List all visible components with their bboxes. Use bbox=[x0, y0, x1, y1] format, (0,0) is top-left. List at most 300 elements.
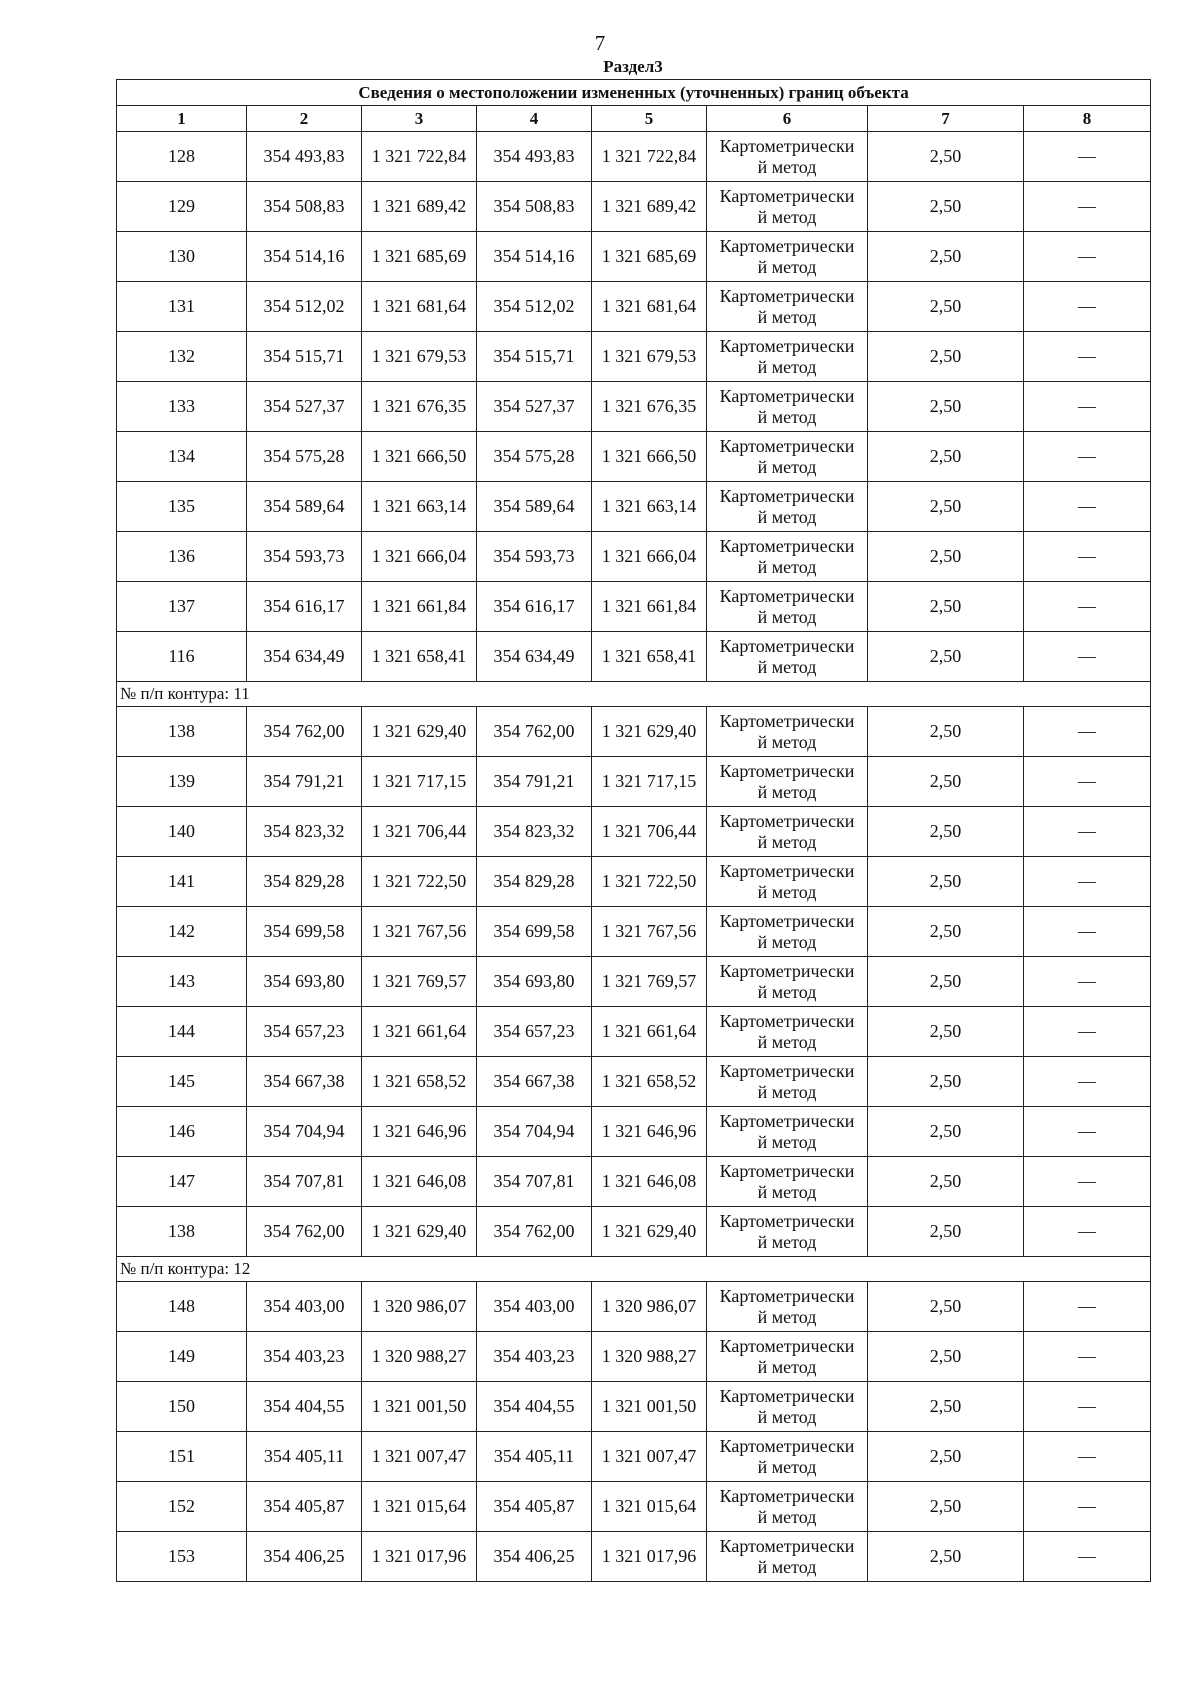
table-row bbox=[117, 1432, 1151, 1482]
y-coordinate-new: 1 321 685,69 bbox=[592, 232, 707, 282]
method-line: Картометрически bbox=[719, 910, 855, 931]
x-coordinate-old: 354 405,11 bbox=[247, 1432, 362, 1482]
x-coordinate-old: 354 707,81 bbox=[247, 1157, 362, 1207]
y-coordinate-old: 1 321 663,14 bbox=[362, 482, 477, 532]
method-line: й метод bbox=[757, 1506, 817, 1527]
dash-cell: — bbox=[1024, 1057, 1151, 1107]
method-cell bbox=[707, 1007, 868, 1057]
method-line: Картометрически bbox=[719, 1435, 855, 1456]
x-coordinate-old: 354 527,37 bbox=[247, 382, 362, 432]
method-line: й метод bbox=[757, 1181, 817, 1202]
x-coordinate-new: 354 693,80 bbox=[477, 957, 592, 1007]
x-coordinate-old: 354 515,71 bbox=[247, 332, 362, 382]
table-row bbox=[117, 857, 1151, 907]
x-coordinate-old: 354 791,21 bbox=[247, 757, 362, 807]
x-coordinate-old: 354 575,28 bbox=[247, 432, 362, 482]
point-number: 153 bbox=[117, 1532, 247, 1582]
point-number: 128 bbox=[117, 132, 247, 182]
table-row bbox=[117, 132, 1151, 182]
dash-cell: — bbox=[1024, 1207, 1151, 1257]
method-cell bbox=[707, 482, 868, 532]
method-line: Картометрически bbox=[719, 285, 855, 306]
y-coordinate-old: 1 321 676,35 bbox=[362, 382, 477, 432]
dash-cell: — bbox=[1024, 1107, 1151, 1157]
dash-cell: — bbox=[1024, 1432, 1151, 1482]
x-coordinate-new: 354 829,28 bbox=[477, 857, 592, 907]
method-line: й метод bbox=[757, 881, 817, 902]
x-coordinate-old: 354 693,80 bbox=[247, 957, 362, 1007]
point-number: 130 bbox=[117, 232, 247, 282]
accuracy-value: 2,50 bbox=[868, 1432, 1024, 1482]
method-line: Картометрически bbox=[719, 860, 855, 881]
y-coordinate-old: 1 321 629,40 bbox=[362, 1207, 477, 1257]
table-row bbox=[117, 1057, 1151, 1107]
table-row bbox=[117, 582, 1151, 632]
method-cell bbox=[707, 1532, 868, 1582]
y-coordinate-old: 1 321 015,64 bbox=[362, 1482, 477, 1532]
x-coordinate-new: 354 593,73 bbox=[477, 532, 592, 582]
x-coordinate-new: 354 404,55 bbox=[477, 1382, 592, 1432]
y-coordinate-old: 1 321 661,64 bbox=[362, 1007, 477, 1057]
method-line: Картометрически bbox=[719, 535, 855, 556]
x-coordinate-old: 354 657,23 bbox=[247, 1007, 362, 1057]
y-coordinate-new: 1 321 666,04 bbox=[592, 532, 707, 582]
method-line: Картометрически bbox=[719, 435, 855, 456]
accuracy-value: 2,50 bbox=[868, 1482, 1024, 1532]
method-cell bbox=[707, 1382, 868, 1432]
y-coordinate-new: 1 321 007,47 bbox=[592, 1432, 707, 1482]
y-coordinate-old: 1 321 722,50 bbox=[362, 857, 477, 907]
x-coordinate-old: 354 762,00 bbox=[247, 1207, 362, 1257]
method-line: й метод bbox=[757, 1556, 817, 1577]
x-coordinate-new: 354 791,21 bbox=[477, 757, 592, 807]
contour-row bbox=[117, 1257, 1151, 1282]
dash-cell: — bbox=[1024, 757, 1151, 807]
method-line: Картометрически bbox=[719, 1060, 855, 1081]
x-coordinate-old: 354 829,28 bbox=[247, 857, 362, 907]
table-row bbox=[117, 432, 1151, 482]
x-coordinate-old: 354 403,23 bbox=[247, 1332, 362, 1382]
table-row bbox=[117, 1207, 1151, 1257]
table-row bbox=[117, 1157, 1151, 1207]
method-line: Картометрически bbox=[719, 760, 855, 781]
x-coordinate-old: 354 634,49 bbox=[247, 632, 362, 682]
method-line: й метод bbox=[757, 1131, 817, 1152]
method-line: й метод bbox=[757, 656, 817, 677]
dash-cell: — bbox=[1024, 857, 1151, 907]
point-number: 151 bbox=[117, 1432, 247, 1482]
y-coordinate-new: 1 321 706,44 bbox=[592, 807, 707, 857]
x-coordinate-new: 354 405,11 bbox=[477, 1432, 592, 1482]
accuracy-value: 2,50 bbox=[868, 1057, 1024, 1107]
y-coordinate-new: 1 321 681,64 bbox=[592, 282, 707, 332]
method-line: й метод bbox=[757, 1231, 817, 1252]
point-number: 148 bbox=[117, 1282, 247, 1332]
coordinates-table bbox=[116, 79, 1151, 1582]
method-cell bbox=[707, 1482, 868, 1532]
dash-cell: — bbox=[1024, 1382, 1151, 1432]
method-line: Картометрически bbox=[719, 1010, 855, 1031]
point-number: 129 bbox=[117, 182, 247, 232]
method-cell bbox=[707, 757, 868, 807]
table-row bbox=[117, 1007, 1151, 1057]
table-body bbox=[117, 80, 1151, 1582]
y-coordinate-new: 1 321 679,53 bbox=[592, 332, 707, 382]
y-coordinate-old: 1 321 722,84 bbox=[362, 132, 477, 182]
x-coordinate-new: 354 762,00 bbox=[477, 707, 592, 757]
method-line: Картометрически bbox=[719, 810, 855, 831]
x-coordinate-old: 354 493,83 bbox=[247, 132, 362, 182]
method-cell bbox=[707, 182, 868, 232]
y-coordinate-old: 1 321 767,56 bbox=[362, 907, 477, 957]
method-line: Картометрически bbox=[719, 1285, 855, 1306]
point-number: 138 bbox=[117, 1207, 247, 1257]
method-line: Картометрически bbox=[719, 1485, 855, 1506]
method-cell bbox=[707, 807, 868, 857]
accuracy-value: 2,50 bbox=[868, 707, 1024, 757]
y-coordinate-new: 1 321 015,64 bbox=[592, 1482, 707, 1532]
point-number: 138 bbox=[117, 707, 247, 757]
method-line: й метод bbox=[757, 356, 817, 377]
x-coordinate-new: 354 405,87 bbox=[477, 1482, 592, 1532]
y-coordinate-new: 1 321 767,56 bbox=[592, 907, 707, 957]
y-coordinate-new: 1 321 661,84 bbox=[592, 582, 707, 632]
x-coordinate-new: 354 514,16 bbox=[477, 232, 592, 282]
dash-cell: — bbox=[1024, 1332, 1151, 1382]
x-coordinate-new: 354 403,00 bbox=[477, 1282, 592, 1332]
y-coordinate-new: 1 321 663,14 bbox=[592, 482, 707, 532]
y-coordinate-old: 1 320 988,27 bbox=[362, 1332, 477, 1382]
x-coordinate-new: 354 762,00 bbox=[477, 1207, 592, 1257]
method-line: й метод bbox=[757, 156, 817, 177]
accuracy-value: 2,50 bbox=[868, 232, 1024, 282]
y-coordinate-new: 1 321 661,64 bbox=[592, 1007, 707, 1057]
y-coordinate-old: 1 321 717,15 bbox=[362, 757, 477, 807]
point-number: 136 bbox=[117, 532, 247, 582]
column-number: 8 bbox=[1024, 106, 1151, 132]
method-line: й метод bbox=[757, 306, 817, 327]
method-line: й метод bbox=[757, 456, 817, 477]
point-number: 146 bbox=[117, 1107, 247, 1157]
y-coordinate-old: 1 321 769,57 bbox=[362, 957, 477, 1007]
dash-cell: — bbox=[1024, 1157, 1151, 1207]
contour-row bbox=[117, 682, 1151, 707]
y-coordinate-new: 1 321 001,50 bbox=[592, 1382, 707, 1432]
accuracy-value: 2,50 bbox=[868, 582, 1024, 632]
table-row bbox=[117, 632, 1151, 682]
x-coordinate-old: 354 404,55 bbox=[247, 1382, 362, 1432]
y-coordinate-new: 1 321 769,57 bbox=[592, 957, 707, 1007]
accuracy-value: 2,50 bbox=[868, 182, 1024, 232]
y-coordinate-new: 1 321 722,50 bbox=[592, 857, 707, 907]
x-coordinate-new: 354 634,49 bbox=[477, 632, 592, 682]
column-number-row bbox=[117, 106, 1151, 132]
accuracy-value: 2,50 bbox=[868, 1382, 1024, 1432]
y-coordinate-new: 1 320 988,27 bbox=[592, 1332, 707, 1382]
point-number: 144 bbox=[117, 1007, 247, 1057]
method-line: Картометрически bbox=[719, 335, 855, 356]
dash-cell: — bbox=[1024, 957, 1151, 1007]
method-line: Картометрически bbox=[719, 1110, 855, 1131]
y-coordinate-new: 1 321 689,42 bbox=[592, 182, 707, 232]
y-coordinate-new: 1 321 722,84 bbox=[592, 132, 707, 182]
accuracy-value: 2,50 bbox=[868, 857, 1024, 907]
y-coordinate-old: 1 321 666,04 bbox=[362, 532, 477, 582]
table-row bbox=[117, 1382, 1151, 1432]
method-line: Картометрически bbox=[719, 235, 855, 256]
x-coordinate-new: 354 575,28 bbox=[477, 432, 592, 482]
dash-cell: — bbox=[1024, 1482, 1151, 1532]
dash-cell: — bbox=[1024, 1282, 1151, 1332]
point-number: 131 bbox=[117, 282, 247, 332]
y-coordinate-new: 1 321 629,40 bbox=[592, 707, 707, 757]
method-line: Картометрически bbox=[719, 1160, 855, 1181]
point-number: 132 bbox=[117, 332, 247, 382]
method-line: й метод bbox=[757, 981, 817, 1002]
method-line: й метод bbox=[757, 256, 817, 277]
table-row bbox=[117, 1532, 1151, 1582]
method-cell bbox=[707, 857, 868, 907]
method-line: Картометрически bbox=[719, 485, 855, 506]
point-number: 137 bbox=[117, 582, 247, 632]
point-number: 149 bbox=[117, 1332, 247, 1382]
method-line: й метод bbox=[757, 1031, 817, 1052]
x-coordinate-old: 354 403,00 bbox=[247, 1282, 362, 1332]
column-number: 1 bbox=[117, 106, 247, 132]
method-cell bbox=[707, 1057, 868, 1107]
column-number: 5 bbox=[592, 106, 707, 132]
x-coordinate-old: 354 593,73 bbox=[247, 532, 362, 582]
method-line: й метод bbox=[757, 406, 817, 427]
accuracy-value: 2,50 bbox=[868, 1332, 1024, 1382]
dash-cell: — bbox=[1024, 382, 1151, 432]
method-cell bbox=[707, 632, 868, 682]
y-coordinate-old: 1 321 001,50 bbox=[362, 1382, 477, 1432]
table-row bbox=[117, 707, 1151, 757]
table-row bbox=[117, 532, 1151, 582]
method-cell bbox=[707, 382, 868, 432]
accuracy-value: 2,50 bbox=[868, 282, 1024, 332]
x-coordinate-old: 354 406,25 bbox=[247, 1532, 362, 1582]
table-row bbox=[117, 232, 1151, 282]
column-number: 7 bbox=[868, 106, 1024, 132]
y-coordinate-old: 1 321 666,50 bbox=[362, 432, 477, 482]
dash-cell: — bbox=[1024, 182, 1151, 232]
x-coordinate-old: 354 704,94 bbox=[247, 1107, 362, 1157]
x-coordinate-old: 354 699,58 bbox=[247, 907, 362, 957]
x-coordinate-old: 354 512,02 bbox=[247, 282, 362, 332]
y-coordinate-old: 1 321 658,41 bbox=[362, 632, 477, 682]
point-number: 133 bbox=[117, 382, 247, 432]
method-cell bbox=[707, 232, 868, 282]
x-coordinate-new: 354 515,71 bbox=[477, 332, 592, 382]
method-line: Картометрически bbox=[719, 585, 855, 606]
method-cell bbox=[707, 1282, 868, 1332]
accuracy-value: 2,50 bbox=[868, 132, 1024, 182]
dash-cell: — bbox=[1024, 132, 1151, 182]
table-row bbox=[117, 807, 1151, 857]
point-number: 147 bbox=[117, 1157, 247, 1207]
point-number: 139 bbox=[117, 757, 247, 807]
method-line: Картометрически bbox=[719, 960, 855, 981]
column-number: 2 bbox=[247, 106, 362, 132]
method-line: й метод bbox=[757, 781, 817, 802]
y-coordinate-old: 1 321 706,44 bbox=[362, 807, 477, 857]
method-cell bbox=[707, 1332, 868, 1382]
y-coordinate-old: 1 321 646,96 bbox=[362, 1107, 477, 1157]
method-line: й метод bbox=[757, 731, 817, 752]
x-coordinate-old: 354 667,38 bbox=[247, 1057, 362, 1107]
x-coordinate-old: 354 616,17 bbox=[247, 582, 362, 632]
method-cell bbox=[707, 332, 868, 382]
y-coordinate-new: 1 321 646,96 bbox=[592, 1107, 707, 1157]
method-line: й метод bbox=[757, 1306, 817, 1327]
y-coordinate-old: 1 321 681,64 bbox=[362, 282, 477, 332]
method-line: Картометрически bbox=[719, 135, 855, 156]
dash-cell: — bbox=[1024, 807, 1151, 857]
accuracy-value: 2,50 bbox=[868, 1007, 1024, 1057]
accuracy-value: 2,50 bbox=[868, 807, 1024, 857]
column-number: 3 bbox=[362, 106, 477, 132]
dash-cell: — bbox=[1024, 532, 1151, 582]
dash-cell: — bbox=[1024, 332, 1151, 382]
y-coordinate-new: 1 321 658,52 bbox=[592, 1057, 707, 1107]
method-line: Картометрически bbox=[719, 1535, 855, 1556]
x-coordinate-new: 354 704,94 bbox=[477, 1107, 592, 1157]
method-cell bbox=[707, 707, 868, 757]
dash-cell: — bbox=[1024, 907, 1151, 957]
x-coordinate-old: 354 508,83 bbox=[247, 182, 362, 232]
dash-cell: — bbox=[1024, 282, 1151, 332]
method-line: й метод bbox=[757, 556, 817, 577]
method-cell bbox=[707, 1432, 868, 1482]
table-row bbox=[117, 1107, 1151, 1157]
point-number: 150 bbox=[117, 1382, 247, 1432]
x-coordinate-new: 354 707,81 bbox=[477, 1157, 592, 1207]
table-row bbox=[117, 1282, 1151, 1332]
point-number: 116 bbox=[117, 632, 247, 682]
column-number: 6 bbox=[707, 106, 868, 132]
accuracy-value: 2,50 bbox=[868, 907, 1024, 957]
method-line: Картометрически bbox=[719, 185, 855, 206]
y-coordinate-new: 1 321 646,08 bbox=[592, 1157, 707, 1207]
x-coordinate-new: 354 512,02 bbox=[477, 282, 592, 332]
table-row bbox=[117, 482, 1151, 532]
accuracy-value: 2,50 bbox=[868, 432, 1024, 482]
dash-cell: — bbox=[1024, 707, 1151, 757]
section-title: Раздел3 bbox=[603, 57, 663, 76]
method-cell bbox=[707, 282, 868, 332]
y-coordinate-old: 1 321 017,96 bbox=[362, 1532, 477, 1582]
x-coordinate-old: 354 823,32 bbox=[247, 807, 362, 857]
method-cell bbox=[707, 532, 868, 582]
y-coordinate-new: 1 321 666,50 bbox=[592, 432, 707, 482]
method-line: й метод bbox=[757, 1456, 817, 1477]
y-coordinate-old: 1 321 679,53 bbox=[362, 332, 477, 382]
table-caption-row bbox=[117, 80, 1151, 106]
y-coordinate-old: 1 320 986,07 bbox=[362, 1282, 477, 1332]
dash-cell: — bbox=[1024, 232, 1151, 282]
x-coordinate-new: 354 589,64 bbox=[477, 482, 592, 532]
y-coordinate-old: 1 321 661,84 bbox=[362, 582, 477, 632]
table-row bbox=[117, 282, 1151, 332]
method-cell bbox=[707, 907, 868, 957]
page-number: 7 bbox=[594, 31, 606, 55]
dash-cell: — bbox=[1024, 1532, 1151, 1582]
point-number: 140 bbox=[117, 807, 247, 857]
method-cell bbox=[707, 582, 868, 632]
method-line: й метод bbox=[757, 1406, 817, 1427]
method-cell bbox=[707, 1207, 868, 1257]
accuracy-value: 2,50 bbox=[868, 1157, 1024, 1207]
accuracy-value: 2,50 bbox=[868, 532, 1024, 582]
table-row bbox=[117, 1482, 1151, 1532]
method-line: й метод bbox=[757, 1356, 817, 1377]
dash-cell: — bbox=[1024, 432, 1151, 482]
y-coordinate-new: 1 321 676,35 bbox=[592, 382, 707, 432]
table-caption: Сведения о местоположении измененных (уточненных) границ объекта bbox=[117, 80, 1151, 106]
method-line: й метод bbox=[757, 606, 817, 627]
method-line: Картометрически bbox=[719, 385, 855, 406]
contour-label: № п/п контура: 12 bbox=[117, 1257, 1151, 1282]
dash-cell: — bbox=[1024, 582, 1151, 632]
accuracy-value: 2,50 bbox=[868, 632, 1024, 682]
method-line: Картометрически bbox=[719, 635, 855, 656]
x-coordinate-new: 354 493,83 bbox=[477, 132, 592, 182]
accuracy-value: 2,50 bbox=[868, 1282, 1024, 1332]
y-coordinate-old: 1 321 007,47 bbox=[362, 1432, 477, 1482]
x-coordinate-new: 354 406,25 bbox=[477, 1532, 592, 1582]
table-row bbox=[117, 332, 1151, 382]
x-coordinate-new: 354 616,17 bbox=[477, 582, 592, 632]
y-coordinate-old: 1 321 646,08 bbox=[362, 1157, 477, 1207]
point-number: 142 bbox=[117, 907, 247, 957]
point-number: 135 bbox=[117, 482, 247, 532]
x-coordinate-new: 354 403,23 bbox=[477, 1332, 592, 1382]
point-number: 143 bbox=[117, 957, 247, 1007]
y-coordinate-new: 1 320 986,07 bbox=[592, 1282, 707, 1332]
x-coordinate-new: 354 699,58 bbox=[477, 907, 592, 957]
method-line: й метод bbox=[757, 506, 817, 527]
method-cell bbox=[707, 1157, 868, 1207]
table-row bbox=[117, 1332, 1151, 1382]
method-line: Картометрически bbox=[719, 1335, 855, 1356]
dash-cell: — bbox=[1024, 1007, 1151, 1057]
accuracy-value: 2,50 bbox=[868, 482, 1024, 532]
accuracy-value: 2,50 bbox=[868, 382, 1024, 432]
table-row bbox=[117, 182, 1151, 232]
method-line: й метод bbox=[757, 1081, 817, 1102]
y-coordinate-new: 1 321 717,15 bbox=[592, 757, 707, 807]
dash-cell: — bbox=[1024, 632, 1151, 682]
column-number: 4 bbox=[477, 106, 592, 132]
y-coordinate-old: 1 321 658,52 bbox=[362, 1057, 477, 1107]
method-cell bbox=[707, 1107, 868, 1157]
accuracy-value: 2,50 bbox=[868, 1107, 1024, 1157]
x-coordinate-new: 354 657,23 bbox=[477, 1007, 592, 1057]
method-line: й метод bbox=[757, 206, 817, 227]
table-row bbox=[117, 757, 1151, 807]
y-coordinate-new: 1 321 629,40 bbox=[592, 1207, 707, 1257]
x-coordinate-old: 354 589,64 bbox=[247, 482, 362, 532]
y-coordinate-new: 1 321 658,41 bbox=[592, 632, 707, 682]
y-coordinate-old: 1 321 685,69 bbox=[362, 232, 477, 282]
accuracy-value: 2,50 bbox=[868, 1532, 1024, 1582]
method-cell bbox=[707, 957, 868, 1007]
x-coordinate-new: 354 508,83 bbox=[477, 182, 592, 232]
dash-cell: — bbox=[1024, 482, 1151, 532]
x-coordinate-old: 354 514,16 bbox=[247, 232, 362, 282]
